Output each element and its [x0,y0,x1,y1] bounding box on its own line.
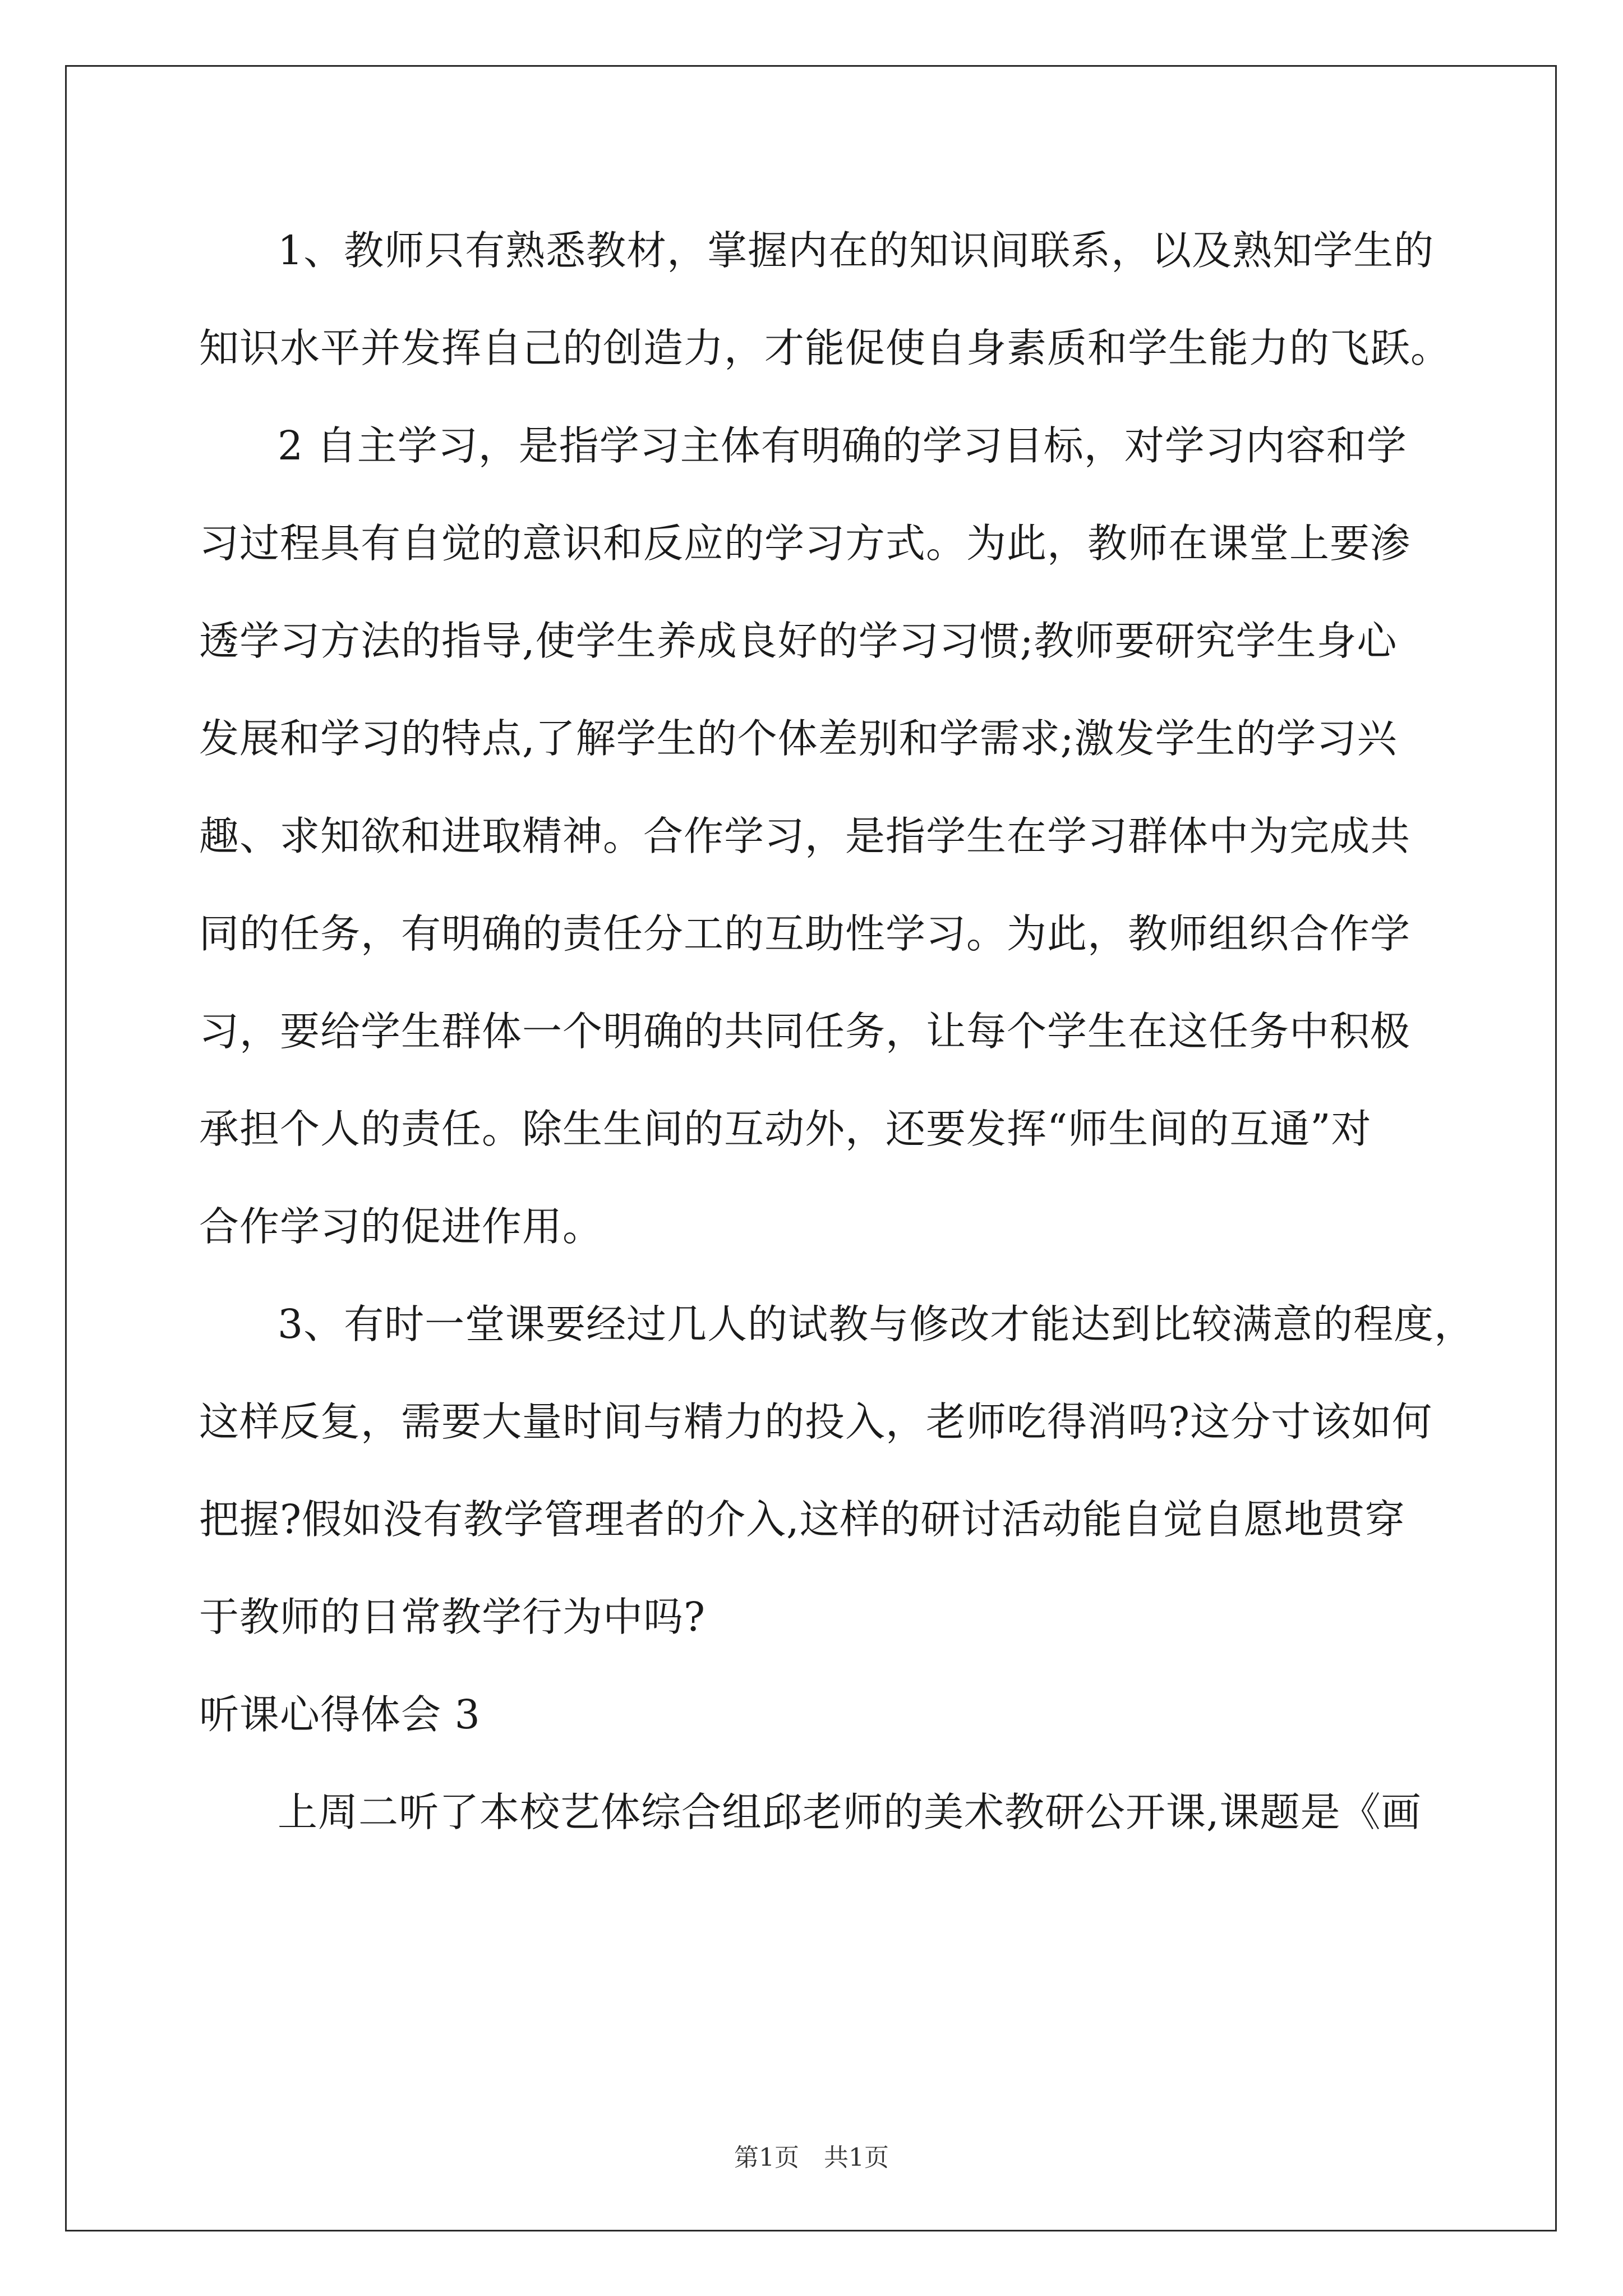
text-line: 趣、求知欲和进取精神。合作学习，是指学生在学习群体中为完成共 [199,813,1411,859]
document-body [199,202,1475,1861]
text-line: 知识水平并发挥自己的创造力，才能促使自身素质和学生能力的飞跃。 [199,325,1451,371]
text-line: 3、有时一堂课要经过几人的试教与修改才能达到比较满意的程度， [278,1301,1475,1347]
text-line: 同的任务，有明确的责任分工的互助性学习。为此，教师组织合作学 [199,910,1411,957]
text-line: 于教师的日常教学行为中吗? [199,1594,706,1640]
text-line: 习，要给学生群体一个明确的共同任务，让每个学生在这任务中积极 [199,1008,1411,1055]
text-line: 承担个人的责任。除生生间的互动外，还要发挥“师生间的互通”对 [199,1106,1372,1152]
text-line: 2 自主学习，是指学习主体有明确的学习目标，对学习内容和学 [278,422,1407,469]
section-heading: 听课心得体会 3 [199,1691,481,1738]
text-line: 上周二听了本校艺体综合组邱老师的美术教研公开课,课题是《画 [278,1789,1422,1835]
text-line: 1、教师只有熟悉教材，掌握内在的知识间联系，以及熟知学生的 [278,227,1435,274]
text-line: 习过程具有自觉的意识和反应的学习方式。为此，教师在课堂上要渗 [199,520,1411,567]
text-line: 合作学习的促进作用。 [199,1203,603,1250]
text-line: 这样反复，需要大量时间与精力的投入，老师吃得消吗?这分寸该如何 [199,1398,1433,1445]
text-line: 把握?假如没有教学管理者的介入,这样的研讨活动能自觉自愿地贯穿 [199,1496,1405,1543]
text-line: 发展和学习的特点,了解学生的个体差别和学需求;激发学生的学习兴 [199,715,1398,762]
text-line: 透学习方法的指导,使学生养成良好的学习习惯;教师要研究学生身心 [199,618,1398,664]
page-footer: 第1页 共1页 [734,2143,889,2172]
